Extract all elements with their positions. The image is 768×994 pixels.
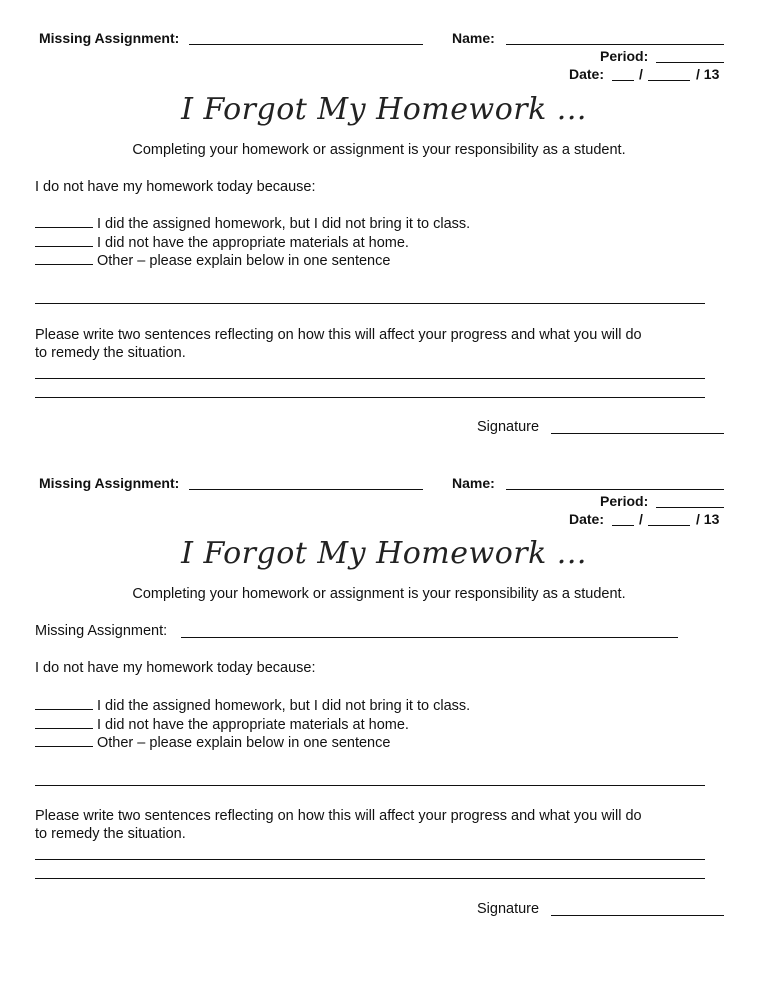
name-label: Name: xyxy=(452,475,495,491)
responsibility-text: Completing your homework or assignment is your responsibility as a student. xyxy=(132,142,626,158)
option-label: Other – please explain below in one sentence xyxy=(97,253,391,269)
period-label: Period: xyxy=(600,48,649,64)
date-year: / 13 xyxy=(696,511,720,527)
reflection-prompt-line2: to remedy the situation. xyxy=(35,345,186,361)
option-label: I did not have the appropriate materials at home. xyxy=(97,235,409,251)
option-checkbox-blank[interactable] xyxy=(35,734,93,747)
reflection-line[interactable] xyxy=(35,878,705,879)
option-checkbox-blank[interactable] xyxy=(35,716,93,729)
date-separator: / xyxy=(639,66,643,82)
date-year: / 13 xyxy=(696,66,720,82)
name-field[interactable] xyxy=(506,489,724,490)
missing-assignment-inline-field[interactable] xyxy=(181,637,678,638)
option-checkbox-blank[interactable] xyxy=(35,697,93,710)
date-day-field[interactable] xyxy=(648,525,690,526)
period-label: Period: xyxy=(600,493,649,509)
reflection-prompt-line2: to remedy the situation. xyxy=(35,826,186,842)
option-item xyxy=(35,734,390,751)
signature-label: Signature xyxy=(477,901,540,917)
responsibility-text: Completing your homework or assignment is your responsibility as a student. xyxy=(132,586,626,602)
date-label: Date: xyxy=(569,511,605,527)
option-label: I did not have the appropriate materials at home. xyxy=(97,717,409,733)
explanation-line[interactable] xyxy=(35,785,705,786)
missing-assignment-label: Missing Assignment: xyxy=(39,475,180,491)
date-month-field[interactable] xyxy=(612,525,634,526)
option-label: I did the assigned homework, but I did not bring it to class. xyxy=(97,698,471,714)
option-label: Other – please explain below in one sentence xyxy=(97,735,391,751)
reason-prompt: I do not have my homework today because: xyxy=(35,660,316,676)
date-label: Date: xyxy=(569,66,605,82)
missing-assignment-field[interactable] xyxy=(189,489,423,490)
missing-assignment-inline-label: Missing Assignment: xyxy=(35,623,168,639)
form-title: I Forgot My Homework ... xyxy=(181,92,587,127)
reflection-line[interactable] xyxy=(35,859,705,860)
date-separator: / xyxy=(639,511,643,527)
reason-prompt: I do not have my homework today because: xyxy=(35,179,316,195)
reflection-prompt-line1: Please write two sentences reflecting on how this will affect your progress and what you will do xyxy=(35,327,642,343)
form-title: I Forgot My Homework ... xyxy=(181,536,587,571)
signature-field[interactable] xyxy=(551,915,724,916)
option-item xyxy=(35,697,470,714)
period-field[interactable] xyxy=(656,507,724,508)
reflection-prompt-line1: Please write two sentences reflecting on how this will affect your progress and what you will do xyxy=(35,808,642,824)
missing-assignment-label: Missing Assignment: xyxy=(39,30,180,46)
signature-label: Signature xyxy=(477,419,540,435)
option-label: I did the assigned homework, but I did not bring it to class. xyxy=(97,216,471,232)
option-item xyxy=(35,716,409,733)
name-label: Name: xyxy=(452,30,495,46)
